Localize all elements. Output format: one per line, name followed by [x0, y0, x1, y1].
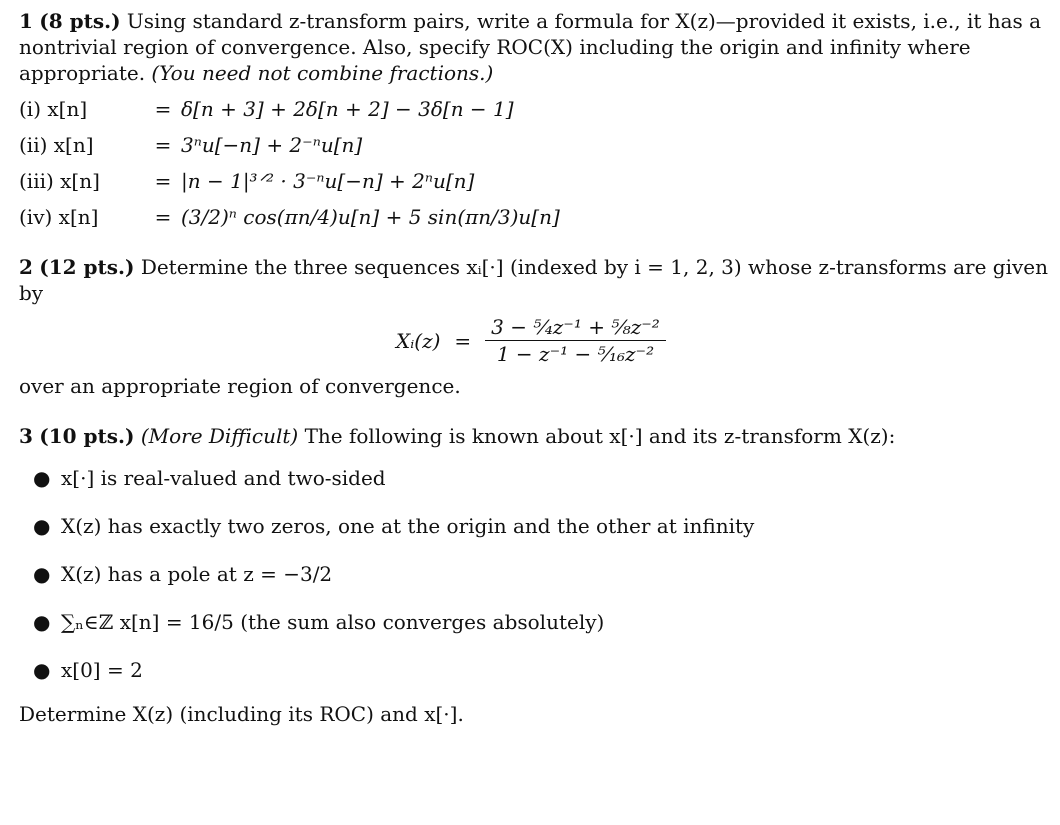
equals-sign: =	[154, 169, 172, 193]
condition-text: x[·] is real-valued and two-sided	[61, 466, 386, 491]
problem-2-intro: Determine the three sequences xᵢ[·] (indexed by i = 1, 2, 3) whose z-transforms are given by	[19, 255, 1048, 305]
condition-text: x[0] = 2	[61, 658, 143, 683]
problem-1-number: 1	[19, 9, 33, 33]
problem-1-item-iii	[19, 168, 1049, 194]
fraction	[485, 314, 666, 367]
item-expression: (3/2)ⁿ cos(πn/4)u[n] + 5 sin(πn/3)u[n]	[181, 205, 560, 229]
problem-2-number: 2	[19, 255, 33, 279]
item-expression: 3ⁿu[−n] + 2⁻ⁿu[n]	[181, 133, 363, 157]
bullet-icon: ●	[33, 658, 51, 683]
problem-3-statement	[19, 423, 1049, 449]
equation-lhs: Xᵢ(z)	[396, 328, 441, 353]
problem-2-statement	[19, 254, 1049, 306]
problem-1-item-iv	[19, 204, 1049, 230]
list-item	[19, 609, 1049, 635]
equals-sign: =	[454, 328, 472, 353]
problem-1-item-i	[19, 96, 1049, 122]
equals-sign: =	[154, 205, 172, 229]
fraction-denominator: 1 − z⁻¹ − ⁵⁄₁₆z⁻²	[496, 342, 655, 367]
problem-sheet	[19, 8, 1049, 727]
problem-2-points: (12 pts.)	[39, 255, 135, 279]
bullet-icon: ●	[33, 466, 51, 491]
condition-text: X(z) has exactly two zeros, one at the origin and the other at infinity	[61, 514, 755, 539]
item-expression: |n − 1|³ᐟ² · 3⁻ⁿu[−n] + 2ⁿu[n]	[181, 169, 475, 193]
problem-1-item-ii	[19, 132, 1049, 158]
equals-sign: =	[154, 97, 172, 121]
item-label: (iv) x[n]	[19, 205, 99, 229]
fraction-numerator: 3 − ⁵⁄₄z⁻¹ + ⁵⁄₈z⁻²	[491, 315, 660, 339]
problem-3-difficulty: (More Difficult)	[140, 424, 299, 449]
problem-3-intro: The following is known about x[·] and its z-transform X(z):	[304, 424, 896, 449]
list-item	[19, 561, 1049, 587]
problem-1	[19, 8, 1049, 230]
problem-3-points: (10 pts.)	[39, 424, 135, 449]
list-item	[19, 657, 1049, 683]
equals-sign: =	[154, 133, 172, 157]
problem-3-number: 3	[19, 424, 33, 449]
condition-text: ∑ₙ∈ℤ x[n] = 16/5 (the sum also converges absolutely)	[61, 610, 605, 635]
problem-1-points: (8 pts.)	[39, 9, 121, 33]
conditions-list	[19, 465, 1049, 683]
item-label: (ii) x[n]	[19, 133, 94, 157]
problem-1-intro: Using standard z-transform pairs, write a formula for X(z)—provided it exists, i.e., it has a nontrivial region of convergence. Also, specify ROC(X) including the origin and infinity where appropriate.	[19, 9, 1042, 85]
problem-1-statement	[19, 8, 1049, 86]
problem-3	[19, 423, 1049, 727]
item-label: (iii) x[n]	[19, 169, 100, 193]
list-item	[19, 513, 1049, 539]
bullet-icon: ●	[33, 514, 51, 539]
problem-1-note: (You need not combine fractions.)	[151, 61, 494, 85]
problem-3-final: Determine X(z) (including its ROC) and x[·].	[19, 702, 464, 727]
transfer-function-equation	[19, 314, 1049, 367]
problem-2	[19, 254, 1049, 399]
bullet-icon: ●	[33, 610, 51, 635]
item-label: (i) x[n]	[19, 97, 88, 121]
item-expression: δ[n + 3] + 2δ[n + 2] − 3δ[n − 1]	[181, 97, 514, 121]
condition-text: X(z) has a pole at z = −3/2	[61, 562, 333, 587]
problem-2-outro: over an appropriate region of convergence.	[19, 374, 461, 399]
bullet-icon: ●	[33, 562, 51, 587]
list-item	[19, 465, 1049, 491]
